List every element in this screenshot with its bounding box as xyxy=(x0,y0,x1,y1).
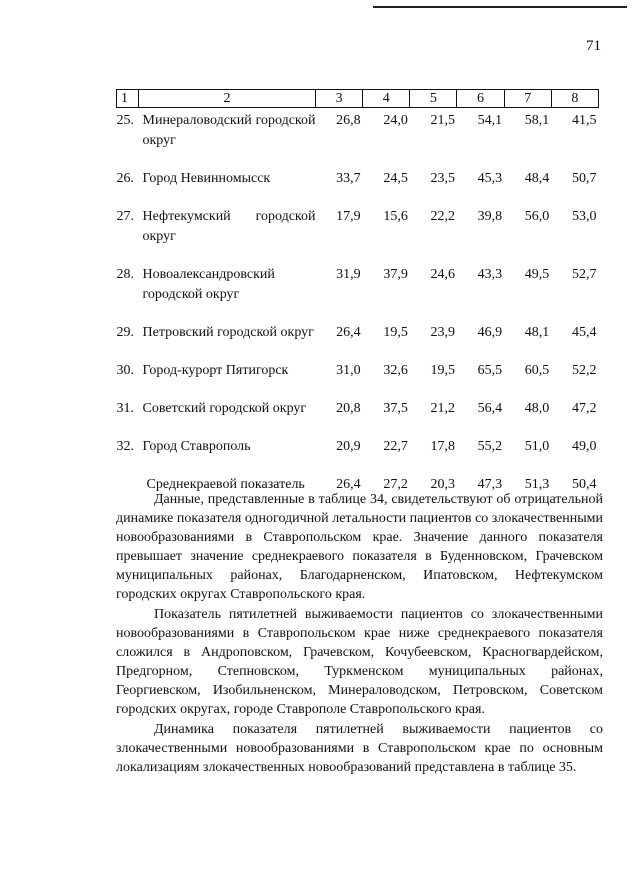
value-cell: 52,7 xyxy=(571,267,597,282)
value-cell: 48,0 xyxy=(524,401,550,416)
value-cell: 23,5 xyxy=(430,171,455,186)
table-row xyxy=(117,169,599,207)
value-cell: 58,1 xyxy=(524,113,550,128)
value-cell: 26,4 xyxy=(336,477,361,492)
value-cell: 37,5 xyxy=(383,401,408,416)
value-cell: 32,6 xyxy=(383,363,408,378)
row-number: 31. xyxy=(116,401,134,416)
value-cell: 51,3 xyxy=(524,477,550,492)
value-cell: 31,0 xyxy=(336,363,361,378)
table-row xyxy=(117,207,599,265)
value-cell: 20,8 xyxy=(336,401,361,416)
value-cell: 50,4 xyxy=(571,477,597,492)
value-cell: 45,4 xyxy=(571,325,597,340)
column-header: 2 xyxy=(139,90,316,108)
value-cell: 65,5 xyxy=(477,363,503,378)
value-cell: 50,7 xyxy=(571,171,597,186)
value-cell: 23,9 xyxy=(430,325,455,340)
value-cell: 56,0 xyxy=(524,209,550,224)
district-name: Советский городской округ xyxy=(142,401,307,416)
average-label: Среднекраевой показатель xyxy=(146,477,305,492)
value-cell: 53,0 xyxy=(571,209,597,224)
value-cell: 56,4 xyxy=(477,401,503,416)
row-number: 32. xyxy=(116,439,134,454)
table-row xyxy=(117,437,599,475)
paragraph: Данные, представленные в таблице 34, свидетельствуют об отрицательной динамике показателя одногодичной летальности пациентов со злокачественными новообразованиями в Ставропольском крае. Значение данного показателя превышает значение среднекраевого показателя в Буденновском, Грачевском муниципальных районах, Благодарненском, Ипатовском, Нефтекумском городских округах Ставропольского края. xyxy=(116,492,603,602)
value-cell: 15,6 xyxy=(383,209,408,224)
value-cell: 17,9 xyxy=(336,209,361,224)
row-number: 30. xyxy=(116,363,134,378)
paragraph: Динамика показателя пятилетней выживаемости пациентов со злокачественными новообразованиями в Ставропольском крае по основным локализациям злокачественных новообразований представлена в таблице 35. xyxy=(116,722,603,775)
column-header: 1 xyxy=(117,90,139,108)
value-cell: 51,0 xyxy=(524,439,550,454)
column-header: 5 xyxy=(410,90,457,108)
value-cell: 17,8 xyxy=(430,439,455,454)
value-cell: 31,9 xyxy=(336,267,361,282)
value-cell: 47,2 xyxy=(571,401,597,416)
district-name: Город Ставрополь xyxy=(142,439,251,454)
value-cell: 19,5 xyxy=(383,325,408,340)
district-name: Новоалександровский городской округ xyxy=(142,267,275,302)
column-header: 7 xyxy=(504,90,551,108)
column-header: 3 xyxy=(316,90,363,108)
table-row xyxy=(117,323,599,361)
district-name: Петровский городской округ xyxy=(142,325,314,340)
value-cell: 39,8 xyxy=(477,209,503,224)
value-cell: 33,7 xyxy=(336,171,361,186)
value-cell: 46,9 xyxy=(477,325,503,340)
value-cell: 26,4 xyxy=(336,325,361,340)
value-cell: 54,1 xyxy=(477,113,503,128)
value-cell: 55,2 xyxy=(477,439,503,454)
table-row xyxy=(117,399,599,437)
value-cell: 37,9 xyxy=(383,267,408,282)
value-cell: 21,2 xyxy=(430,401,455,416)
column-header: 4 xyxy=(363,90,410,108)
district-name: Нефтекумский городской округ xyxy=(142,209,316,244)
table-header-row xyxy=(117,90,599,108)
value-cell: 45,3 xyxy=(477,171,503,186)
row-number: 28. xyxy=(116,267,134,282)
row-number: 25. xyxy=(116,113,134,128)
body-text xyxy=(116,490,603,778)
value-cell: 48,4 xyxy=(524,171,550,186)
value-cell: 49,5 xyxy=(524,267,550,282)
table-row xyxy=(117,265,599,323)
value-cell: 20,9 xyxy=(336,439,361,454)
district-name: Минераловодский городской округ xyxy=(142,113,316,148)
row-number: 29. xyxy=(116,325,134,340)
value-cell: 52,2 xyxy=(571,363,597,378)
value-cell: 24,6 xyxy=(430,267,455,282)
value-cell: 22,2 xyxy=(430,209,455,224)
paragraph: Показатель пятилетней выживаемости пациентов со злокачественными новообразованиями в Ставропольском крае ниже среднекраевого показателя сложился в Андроповском, Грачевском, Кочубеевском, Красногвардейском, Предгорном, Степновском, Туркменском муниципальных районах, Георгиевском, Изобильненском, Минераловодском, Петровском, Советском городских округах, городе Ставрополе Ставропольского края. xyxy=(116,607,603,717)
table-row xyxy=(117,361,599,399)
value-cell: 43,3 xyxy=(477,267,503,282)
district-name: Город-курорт Пятигорск xyxy=(142,363,289,378)
value-cell: 27,2 xyxy=(383,477,408,492)
column-header: 8 xyxy=(551,90,598,108)
value-cell: 20,3 xyxy=(430,477,455,492)
value-cell: 47,3 xyxy=(477,477,503,492)
value-cell: 21,5 xyxy=(430,113,455,128)
row-number: 27. xyxy=(116,209,134,224)
value-cell: 24,0 xyxy=(383,113,408,128)
value-cell: 19,5 xyxy=(430,363,455,378)
header-rule xyxy=(373,6,627,8)
table-row xyxy=(117,108,599,170)
value-cell: 60,5 xyxy=(524,363,550,378)
value-cell: 49,0 xyxy=(571,439,597,454)
district-name: Город Невинномысск xyxy=(142,171,271,186)
data-table xyxy=(116,89,599,513)
value-cell: 26,8 xyxy=(336,113,361,128)
page-number: 71 xyxy=(586,38,601,54)
value-cell: 48,1 xyxy=(524,325,550,340)
value-cell: 24,5 xyxy=(383,171,408,186)
value-cell: 22,7 xyxy=(383,439,408,454)
value-cell: 41,5 xyxy=(571,113,597,128)
column-header: 6 xyxy=(457,90,504,108)
row-number: 26. xyxy=(116,171,134,186)
